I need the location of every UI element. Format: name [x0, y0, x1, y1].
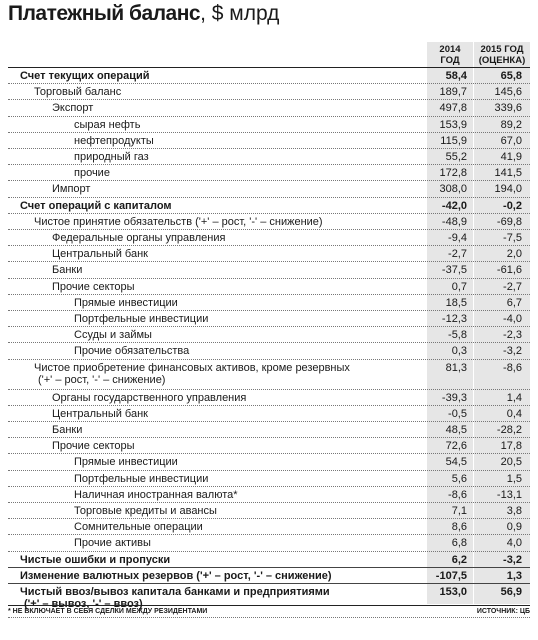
- table-row: [0, 133, 538, 149]
- value-2015: -2,7: [503, 280, 522, 293]
- row-label: [52, 408, 148, 420]
- table-row: [0, 406, 538, 422]
- value-2014: 7,1: [451, 505, 467, 517]
- row-label-text: Прочие активы: [74, 537, 151, 550]
- row-label: [20, 570, 332, 582]
- row-label: [34, 216, 323, 228]
- value-2015: 56,9: [500, 586, 522, 598]
- row-label: [74, 489, 238, 501]
- row-label: [74, 151, 149, 163]
- row-label-text: Банки: [52, 424, 83, 436]
- value-2015: 89,2: [500, 118, 522, 131]
- table-row: [0, 438, 538, 454]
- table-row: [0, 343, 538, 359]
- value-2015: 2,0: [506, 248, 522, 261]
- value-2014: -39,3: [441, 391, 467, 404]
- value-2014: -42,0: [441, 199, 467, 212]
- value-2014: 54,5: [445, 456, 467, 469]
- row-label-text: природный газ: [74, 151, 149, 163]
- value-2015: 20,5: [500, 456, 522, 469]
- row-label-text: Импорт: [52, 183, 91, 196]
- row-label: [52, 281, 135, 293]
- row-label-text: Прочие секторы: [52, 280, 135, 293]
- row-label-text: Чистые ошибки и пропуски: [20, 553, 171, 566]
- value-2014: 6,8: [451, 537, 467, 550]
- row-label-text: нефтепродукты: [74, 134, 154, 147]
- row-label: [52, 248, 148, 260]
- value-2015: -3,2: [503, 553, 522, 566]
- row-label-text: Ссуды и займы: [74, 329, 152, 342]
- value-2015: 0,9: [506, 521, 522, 534]
- row-label: [52, 392, 246, 404]
- row-label-text: Портфельные инвестиции: [74, 472, 209, 485]
- row-label: [52, 264, 82, 276]
- row-label-text: Счет текущих операций: [20, 70, 150, 82]
- row-label-text: Чистое приобретение финансовых активов, кроме резервных: [34, 361, 350, 374]
- table-row: [0, 68, 538, 84]
- row-label: [74, 537, 151, 549]
- value-2015: 194,0: [494, 183, 522, 196]
- value-2014: 58,4: [445, 70, 467, 82]
- header-2014-year: 2014: [439, 44, 461, 55]
- row-label-text: Наличная иностранная валюта*: [74, 488, 238, 501]
- table-row: [0, 295, 538, 311]
- row-label-text: Торговые кредиты и авансы: [74, 505, 217, 517]
- header-2015-sub: (ОЦЕНКА): [478, 55, 526, 66]
- value-2015: 1,4: [506, 391, 522, 404]
- row-label: [74, 313, 208, 325]
- table-bottom-line: [8, 605, 530, 606]
- table-row: [0, 230, 538, 246]
- row-label: [20, 70, 150, 82]
- table-row: [0, 422, 538, 438]
- value-2015: -4,0: [503, 313, 522, 325]
- row-label-note: ('+' – вывоз, '-' – ввоз): [24, 598, 143, 610]
- row-label-note: ('+' – рост, '-' – снижение): [38, 373, 166, 386]
- table-row: [0, 198, 538, 214]
- row-label: [52, 183, 90, 195]
- title-main: Платежный баланс: [8, 2, 201, 25]
- row-label: [74, 119, 140, 131]
- row-label: [20, 200, 172, 212]
- value-2014: -12,3: [441, 313, 467, 325]
- value-2014: 6,2: [451, 553, 467, 566]
- value-2014: -2,7: [448, 248, 467, 261]
- row-label: [52, 424, 82, 436]
- table-row: [0, 246, 538, 262]
- value-2014: -5,8: [448, 329, 467, 342]
- page-title: [8, 2, 279, 26]
- table-row: [0, 311, 538, 327]
- row-label-text: Чистый ввоз/вывоз капитала банками и предприятиями: [20, 586, 330, 598]
- value-2015: 67,0: [500, 134, 522, 147]
- table-row: [0, 84, 538, 100]
- row-label-text: сырая нефть: [74, 118, 141, 131]
- row-label: [52, 440, 135, 452]
- header-2014: [427, 44, 473, 66]
- value-2014: -0,5: [448, 407, 467, 420]
- table-row: [0, 487, 538, 503]
- value-2014: 172,8: [439, 167, 467, 180]
- header-2015: [474, 44, 530, 66]
- value-2015: 4,0: [506, 537, 522, 550]
- row-label-text: Прямые инвестиции: [74, 456, 178, 469]
- value-2015: 145,6: [494, 86, 522, 99]
- row-label-text: Прочие секторы: [52, 440, 135, 453]
- value-2015: 141,5: [494, 167, 522, 180]
- row-label-text: Портфельные инвестиции: [74, 313, 209, 325]
- row-label: [34, 362, 350, 386]
- row-label: [74, 473, 208, 485]
- table-row: [0, 568, 538, 584]
- row-label-text: Федеральные органы управления: [52, 232, 226, 244]
- value-2015: 17,8: [500, 440, 522, 453]
- table-row: [0, 262, 538, 278]
- table-row: [0, 100, 538, 116]
- value-2015: -3,2: [503, 345, 522, 358]
- row-divider: [8, 617, 530, 618]
- table-row: [0, 552, 538, 568]
- value-2015: 339,6: [494, 102, 522, 115]
- value-2015: -13,1: [496, 488, 522, 501]
- table-row: [0, 535, 538, 551]
- table-row: [0, 503, 538, 519]
- row-label-text: Торговый баланс: [34, 86, 122, 99]
- header-2014-sub: ГОД: [440, 55, 460, 66]
- value-2014: -37,5: [441, 264, 467, 277]
- table-row: [0, 390, 538, 406]
- value-2014: 8,6: [451, 521, 467, 534]
- row-label-text: Прямые инвестиции: [74, 296, 178, 309]
- table-row: [0, 117, 538, 133]
- value-2014: 48,5: [445, 424, 467, 436]
- value-2014: 81,3: [445, 361, 467, 374]
- row-label-text: Сомнительные операции: [74, 521, 203, 534]
- value-2015: 65,8: [500, 70, 522, 82]
- row-label: [74, 167, 110, 179]
- row-label: [74, 505, 217, 517]
- row-label-text: Органы государственного управления: [52, 391, 247, 404]
- value-2014: -8,6: [448, 488, 467, 501]
- value-2015: -28,2: [496, 424, 522, 436]
- value-2015: 3,8: [506, 505, 522, 517]
- source-note: ИСТОЧНИК: ЦБ: [476, 608, 530, 615]
- value-2015: -61,6: [496, 264, 522, 277]
- value-2014: 189,7: [439, 86, 467, 99]
- value-2014: 0,7: [451, 280, 467, 293]
- value-2014: 153,9: [439, 118, 467, 131]
- row-label: [20, 586, 330, 610]
- row-label: [74, 297, 178, 309]
- value-2015: -0,2: [503, 199, 522, 212]
- row-label-text: Чистое принятие обязательств ('+' – рост, '-' – снижение): [34, 215, 323, 228]
- table-row: [0, 454, 538, 470]
- value-2014: 115,9: [440, 134, 467, 147]
- value-2014: 5,6: [451, 472, 467, 485]
- row-label-text: Изменение валютных резервов ('+' – рост, '-' – снижение): [20, 569, 332, 582]
- row-label-text: прочие: [74, 167, 110, 180]
- value-2014: 72,6: [445, 440, 467, 453]
- row-label-text: Банки: [52, 264, 83, 277]
- value-2015: 1,3: [506, 569, 522, 582]
- value-2014: -107,5: [435, 569, 467, 582]
- row-label: [52, 102, 93, 114]
- table-row: [0, 165, 538, 181]
- title-unit: , $ млрд: [200, 2, 280, 25]
- row-label: [20, 554, 170, 566]
- value-2014: 0,3: [451, 345, 467, 358]
- value-2015: -8,6: [503, 361, 522, 374]
- row-label: [74, 456, 178, 468]
- value-2014: -9,4: [448, 232, 467, 244]
- row-label-text: Счет операций с капиталом: [20, 199, 172, 212]
- row-label-text: Прочие обязательства: [74, 345, 190, 358]
- value-2015: -7,5: [503, 232, 522, 244]
- table-row: [0, 181, 538, 197]
- value-2015: -2,3: [503, 329, 522, 342]
- row-label: [52, 232, 225, 244]
- table-row: [0, 149, 538, 165]
- table-row: [0, 471, 538, 487]
- footnote: * НЕ ВКЛЮЧАЕТ В СЕБЯ СДЕЛКИ МЕЖДУ РЕЗИДЕНТАМИ: [8, 608, 208, 615]
- value-2014: -48,9: [441, 215, 467, 228]
- row-label: [74, 521, 203, 533]
- value-2015: 41,9: [500, 151, 522, 163]
- table-row: [0, 360, 538, 390]
- value-2015: -69,8: [496, 215, 522, 228]
- row-label-text: Центральный банк: [52, 407, 148, 420]
- table-row: [0, 327, 538, 343]
- value-2015: 1,5: [506, 472, 522, 485]
- table-row: [0, 279, 538, 295]
- row-label-text: Экспорт: [52, 102, 94, 115]
- value-2014: 55,2: [445, 151, 467, 163]
- value-2014: 497,8: [439, 102, 467, 115]
- value-2014: 153,0: [439, 586, 467, 598]
- row-label: [74, 329, 152, 341]
- value-2014: 308,0: [439, 183, 467, 196]
- row-label: [34, 86, 121, 98]
- value-2015: 0,4: [506, 407, 522, 420]
- row-label-text: Центральный банк: [52, 248, 148, 261]
- value-2014: 18,5: [445, 296, 467, 309]
- table-row: [0, 519, 538, 535]
- table-row: [0, 214, 538, 230]
- row-label: [74, 345, 189, 357]
- value-2015: 6,7: [506, 296, 522, 309]
- row-label: [74, 135, 154, 147]
- header-2015-year: 2015 ГОД: [480, 44, 524, 55]
